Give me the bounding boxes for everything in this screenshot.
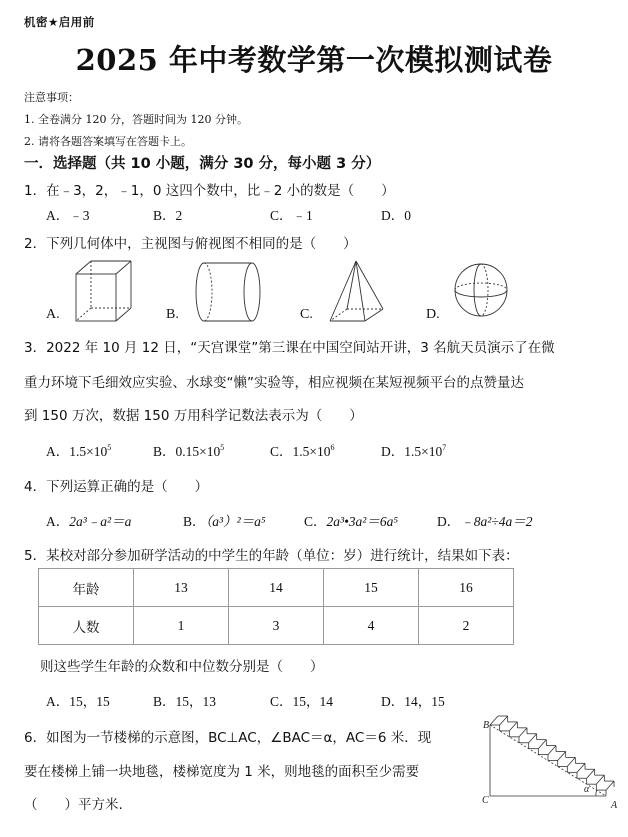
- stair-line: [490, 716, 498, 725]
- table-header-age: 年龄: [39, 569, 134, 607]
- table-cell: 2: [419, 607, 514, 645]
- stair-line: [567, 757, 575, 766]
- q4-option-b: B．（a³）²＝a⁵: [183, 514, 266, 529]
- q4-option-a: A．2a³﹣a²＝a: [46, 514, 132, 529]
- table-cell: 16: [419, 569, 514, 607]
- table-row: [39, 569, 514, 607]
- page-title: 2025 年中考数学第一次模拟测试卷: [75, 43, 553, 77]
- stair-line: [577, 763, 585, 772]
- q1-option-d: D．0: [381, 208, 411, 223]
- q2-option-c: C.: [300, 307, 313, 322]
- q5-option-a: A．15，15: [46, 694, 110, 709]
- table-cell: 4: [324, 607, 419, 645]
- q3-option-d: D．$1.5\times 10^7$: [381, 443, 447, 459]
- table-row: [39, 607, 514, 645]
- pyramid-icon: [328, 259, 388, 325]
- q4-option-c: C．2a³•3a²＝6a⁵: [304, 514, 399, 529]
- label-c: C: [482, 795, 489, 806]
- cylinder-icon: [194, 261, 264, 323]
- table-cell: 3: [229, 607, 324, 645]
- stair-line: [500, 716, 508, 725]
- q3-option-c: C．$1.5\times 10^6$: [270, 443, 335, 459]
- q5-stem: 5．某校对部分参加研学活动的中学生的年龄（单位：岁）进行统计，结果如下表：: [24, 548, 519, 564]
- stair-line: [529, 734, 537, 743]
- q2-option-d: D.: [426, 307, 440, 322]
- q4-option-d: D．﹣8a²÷4a＝2: [437, 514, 533, 529]
- label-alpha: α: [584, 784, 590, 795]
- q1-option-a: A．﹣3: [46, 208, 90, 223]
- confidential-mark: 机密★启用前: [24, 15, 95, 29]
- q1-stem: 1．在﹣3，2，﹣1，0 这四个数中，比﹣2 小的数是（ ）: [24, 183, 395, 199]
- section-title: 一．选择题（共 10 小题，满分 30 分，每小题 3 分）: [24, 156, 381, 172]
- stair-line: [538, 740, 546, 749]
- angle-arc: [596, 790, 597, 796]
- q3-option-b: B．$0.15\times 10^5$: [153, 443, 225, 459]
- q6-line-3: （ ）平方米.: [24, 797, 123, 813]
- cube-icon: [74, 259, 134, 323]
- table-cell: 14: [229, 569, 324, 607]
- q2-option-a: A.: [46, 307, 60, 322]
- label-b: B: [483, 720, 490, 731]
- stair-line: [587, 769, 595, 778]
- q1-option-b: B．2: [153, 208, 183, 223]
- table-cell: 15: [324, 569, 419, 607]
- q5-follow: 则这些学生年龄的众数和中位数分别是（ ）: [40, 659, 324, 675]
- table-cell: 1: [134, 607, 229, 645]
- stair-line: [509, 722, 517, 731]
- q5-option-d: D．14，15: [381, 694, 445, 709]
- stair-line: [606, 781, 614, 790]
- table-cell: 13: [134, 569, 229, 607]
- stair-line: [558, 752, 566, 761]
- staircase-icon: [480, 708, 620, 811]
- stair-line: [519, 728, 527, 737]
- q5-option-b: B．15，13: [153, 694, 217, 709]
- stair-line: [548, 746, 556, 755]
- q3-option-a: A．$1.5\times 10^5$: [46, 443, 112, 459]
- note-item-2: 2. 请将各题答案填写在答题卡上。: [24, 135, 192, 148]
- note-item-1: 1. 全卷满分 120 分，答题时间为 120 分钟。: [24, 113, 248, 126]
- q2-stem: 2．下列几何体中，主视图与俯视图不相同的是（ ）: [24, 236, 357, 252]
- label-a: A: [611, 800, 618, 811]
- q4-stem: 4．下列运算正确的是（ ）: [24, 479, 209, 495]
- age-table: [38, 568, 514, 645]
- q1-option-c: C．﹣1: [270, 208, 313, 223]
- table-header-count: 人数: [39, 607, 134, 645]
- notes-heading: 注意事项：: [24, 91, 79, 104]
- stair-line: [596, 775, 604, 784]
- q6-line-2: 要在楼梯上铺一块地毯，楼梯宽度为 1 米，则地毯的面积至少需要: [24, 764, 420, 780]
- sphere-icon: [454, 261, 510, 319]
- q3-line-1: 3．2022 年 10 月 12 日，“天宫课堂”第三课在中国空间站开讲，3 名航天员演示了在微: [24, 340, 555, 356]
- q3-line-3: 到 150 万次，数据 150 万用科学记数法表示为（ ）: [24, 408, 363, 424]
- q5-option-c: C．15，14: [270, 694, 334, 709]
- q3-line-2: 重力环境下毛细效应实验、水球变“懒”实验等，相应视频在某短视频平台的点赞量达: [24, 375, 524, 391]
- q6-line-1: 6．如图为一节楼梯的示意图，BC⊥AC，∠BAC＝α，AC＝6 米．现: [24, 730, 432, 746]
- q2-option-b: B.: [166, 307, 179, 322]
